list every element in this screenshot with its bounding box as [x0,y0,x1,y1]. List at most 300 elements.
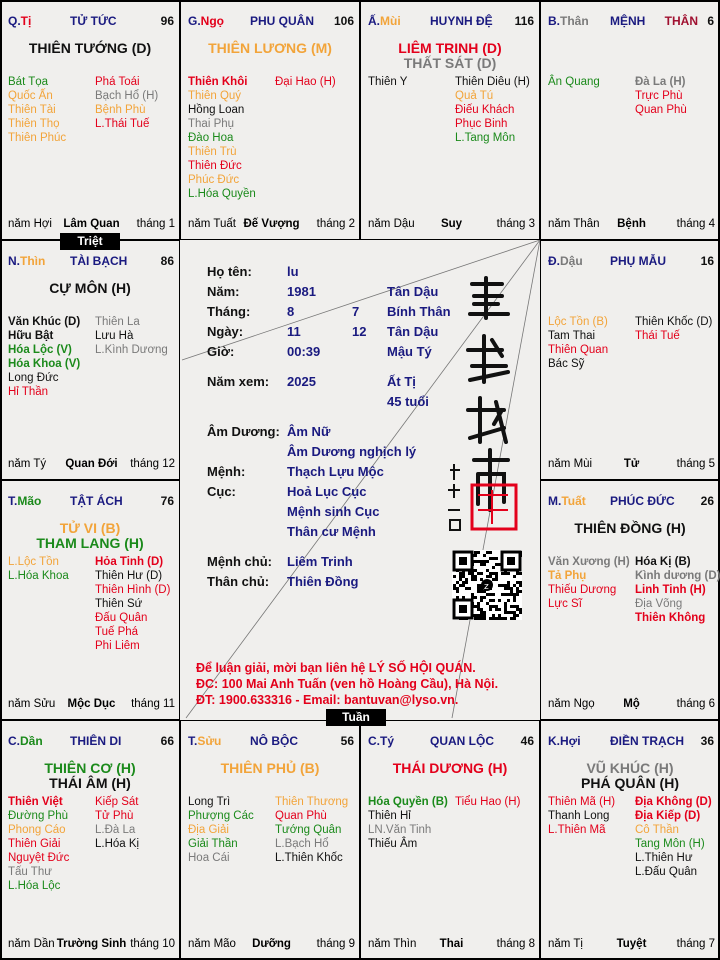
star-item: Địa Không (D) [635,796,712,808]
star-item: Thiên Không [635,612,706,624]
contact-phone-email[interactable]: ĐT: 1900.633316 - Email: bantuvan@lyso.vn. [196,693,459,707]
palace-footer [548,698,715,712]
star-item: L.Hóa Lộc [8,880,61,892]
main-stars [541,521,719,536]
star-item: Đấu Quân [95,612,148,624]
main-star: THÁI DƯƠNG (H) [392,760,508,776]
star-item: L.Thái Tuế [95,118,150,130]
footer-month: tháng 12 [130,458,175,470]
star-item: Quan Phù [275,810,327,822]
palace-Hợi[interactable] [540,720,720,960]
life-stage: Tử [623,458,640,470]
footer-month: tháng 4 [676,218,715,230]
dai-han-number: 66 [160,734,174,748]
palace-header [8,14,174,30]
info-than-chu: Thiên Đồng [287,574,359,589]
branch-label: Thìn [20,254,46,268]
palace-header [368,734,534,750]
star-item: Thiên Hư (D) [95,570,163,582]
main-stars [1,521,179,551]
star-item: Thiên Quý [188,90,242,102]
palace-name: TÀI BẠCH [70,254,128,268]
palace-Tuất[interactable] [540,480,720,720]
stars-left [188,795,254,865]
footer-year: năm Sửu [8,698,56,710]
than-marker: THÂN [664,14,698,28]
stars-left [8,555,69,583]
palace-footer [548,938,715,952]
star-item: Thiếu Âm [368,838,418,850]
star-item: Phong Cáo [8,824,66,836]
star-item: Quốc Ấn [8,90,53,102]
star-item: Tiểu Hao (H) [455,796,521,808]
dai-han-number: 26 [700,494,714,508]
info-year-label: Năm: [207,284,240,299]
star-item: Tang Môn (H) [635,838,705,850]
dai-han-number: 96 [160,14,174,28]
stem-letter: T. [8,494,18,508]
main-stars [1,281,179,296]
star-item: Địa Kiếp (D) [635,810,701,822]
palace-name: NÔ BỘC [250,734,298,748]
palace-code [8,254,45,268]
footer-month: tháng 6 [676,698,715,710]
star-item: Thiên Hình (D) [95,584,171,596]
branch-label: Tuất [561,494,586,508]
contact-address: ĐC: 100 Mai Anh Tuấn (ven hồ Hoàng Cầu), Hà Nội. [196,677,499,691]
star-item: Thiếu Dương [548,584,617,596]
stars-right [635,795,712,879]
star-item: Hóa Kị (B) [635,556,691,568]
footer-year: năm Mùi [548,458,593,470]
main-star: THIÊN TƯỚNG (D) [28,40,152,56]
dai-han-number: 56 [340,734,354,748]
footer-month: tháng 7 [676,938,715,950]
footer-year: năm Hợi [8,218,52,230]
star-item: Văn Xương (H) [548,556,630,568]
stars-right [95,75,158,131]
info-month-canchi: Bính Thân [387,304,451,319]
stem-letter: T. [188,734,198,748]
star-item: Long Đức [8,372,59,384]
info-age: 45 tuổi [387,394,429,409]
info-cuc-label: Cục: [207,484,236,499]
info-month-label: Tháng: [207,304,251,319]
stars-left [8,795,69,893]
dai-han-number: 106 [333,14,354,28]
calligraphy-logo [444,270,524,540]
star-item: LN.Văn Tinh [368,824,432,836]
palace-footer [548,218,715,232]
life-stage: Quan Đới [65,458,118,470]
footer-year: năm Ngọ [548,698,595,710]
branch-label: Tị [20,14,32,28]
info-menh: Thạch Lựu Mộc [287,464,384,479]
footer-year: năm Tị [548,938,583,950]
stars-left [548,315,608,371]
star-item: Thiên Hỉ [368,810,411,822]
palace-code [548,14,589,28]
main-stars [541,761,719,791]
star-item: Tuế Phá [95,626,139,638]
main-star: PHÁ QUÂN (H) [581,775,679,791]
palace-name: PHỤ MẪU [610,254,666,268]
life-stage: Bệnh [617,218,646,230]
info-menh-chu: Liêm Trinh [287,554,353,569]
info-cuc-note1: Mệnh sinh Cục [287,504,380,519]
palace-header [548,14,714,30]
palace-code [548,734,581,748]
palace-name: TỬ TỨC [70,14,117,28]
palace-name: THIÊN DI [70,734,122,748]
star-item: L.Hóa Khoa [8,570,69,582]
stem-letter: M. [548,494,562,508]
star-item: Tử Phù [95,810,134,822]
info-cuc-note2: Thân cư Mệnh [287,524,376,539]
star-item: Quan Phù [635,104,687,116]
footer-month: tháng 3 [496,218,535,230]
stars-right [95,555,170,653]
life-stage: Lâm Quan [63,218,120,230]
star-item: L.Lộc Tồn [8,556,59,568]
star-item: Bệnh Phù [95,104,146,116]
star-item: Thiên Trù [188,146,237,158]
branch-label: Dậu [560,254,583,268]
stem-letter: C. [368,734,380,748]
palace-Tý[interactable] [360,720,540,960]
star-item: Thiên Phúc [8,132,67,144]
star-item: Hóa Lộc (V) [8,344,72,356]
branch-label: Sửu [197,734,222,748]
main-stars [361,761,539,776]
stars-right [455,75,530,145]
palace-code [548,254,583,268]
palace-Dần[interactable] [0,720,180,960]
star-item: Lưu Hà [95,330,134,342]
branch-label: Dần [20,734,43,748]
palace-name: HUYNH ĐỆ [430,14,493,28]
star-item: L.Hóa Quyền [188,188,256,200]
star-item: Phục Binh [455,118,508,130]
palace-name: ĐIỀN TRẠCH [610,734,684,748]
dai-han-number: 86 [160,254,174,268]
star-item: Tướng Quân [275,824,342,836]
palace-header [548,734,714,750]
star-item: Thiên Đức [188,160,242,172]
star-item: Bạch Hổ (H) [95,90,159,102]
stars-left [8,315,80,399]
qr-code[interactable] [452,550,522,620]
palace-footer [368,938,535,952]
star-item: Ân Quang [548,76,600,88]
palace-header [8,734,174,750]
palace-header [368,14,534,30]
stars-right [95,795,139,851]
logo-brush-icon [444,270,524,540]
star-item: L.Thiên Khốc [275,852,343,864]
dai-han-number: 16 [700,254,714,268]
palace-header [8,254,174,270]
info-hour-canchi: Mậu Tý [387,344,432,359]
star-item: Cô Thần [635,824,679,836]
footer-year: năm Mão [188,938,236,950]
palace-code [368,734,394,748]
branch-label: Tý [380,734,395,748]
dai-han-number: 46 [520,734,534,748]
main-star: VŨ KHÚC (H) [586,760,674,776]
footer-month: tháng 2 [316,218,355,230]
star-item: Đào Hoa [188,132,234,144]
palace-Thìn[interactable] [0,240,180,480]
info-amduong-note: Âm Dương nghịch lý [287,444,417,459]
qr-code-icon [452,550,522,620]
branch-label: Ngọ [200,14,224,28]
stem-letter: Q. [8,14,21,28]
triet-badge: Triệt [60,233,120,250]
stars-right [95,315,168,357]
info-year-solar: 1981 [287,284,316,299]
stem-letter: Đ. [548,254,560,268]
star-item: Nguyệt Đức [8,852,70,864]
life-stage: Thai [439,938,464,950]
info-day-lunar: 12 [352,324,367,339]
star-item: Lộc Tồn (B) [548,316,608,328]
stars-left [188,75,256,201]
star-item: Địa Võng [635,598,683,610]
star-item: Phá Toái [95,76,140,88]
star-item: Hoa Cái [188,852,230,864]
star-item: Kiếp Sát [95,796,139,808]
footer-month: tháng 9 [316,938,355,950]
palace-name: MỆNH [610,14,646,28]
info-month-lunar: 7 [352,304,360,319]
star-item: Địa Giải [188,824,229,836]
star-item: Kình dương (D) [635,570,720,582]
life-stage: Dưỡng [252,938,291,950]
info-menh-chu-label: Mệnh chủ: [207,554,272,569]
stem-letter: G. [188,14,201,28]
star-item: L.Bạch Hổ [275,838,329,850]
stars-left [548,75,600,89]
palace-footer [188,938,355,952]
stars-right [635,555,720,625]
footer-month: tháng 8 [496,938,535,950]
star-item: Hóa Quyền (B) [368,796,448,808]
star-item: Quả Tú [455,90,494,102]
life-stage: Mộc Dục [67,698,116,710]
main-star: THIÊN LƯƠNG (M) [208,40,332,56]
palace-code [8,734,43,748]
palace-footer [8,218,175,232]
star-item: Đà La (H) [635,76,686,88]
main-stars [181,761,359,776]
star-item: Linh Tinh (H) [635,584,706,596]
stars-left [368,75,407,89]
stars-right [635,315,712,343]
dai-han-number: 6 [707,14,714,28]
life-stage: Suy [440,218,463,230]
tuan-badge: Tuần [326,709,386,726]
star-item: Thiên Y [368,76,408,88]
palace-footer [8,698,175,712]
palace-Sửu[interactable] [180,720,360,960]
info-year-canchi: Tân Dậu [387,284,439,299]
palace-name: QUAN LỘC [430,734,494,748]
info-view-year: 2025 [287,374,316,389]
star-item: Trực Phù [635,90,683,102]
branch-label: Mão [17,494,42,508]
life-stage: Tuyệt [616,938,647,950]
palace-Dậu[interactable] [540,240,720,480]
info-view-year-canchi: Ất Tị [387,374,416,389]
main-stars [361,41,539,71]
stars-right [275,795,348,865]
main-star: THÁI ÂM (H) [49,775,131,791]
star-item: Đường Phù [8,810,68,822]
footer-month: tháng 5 [676,458,715,470]
main-star: THIÊN PHỦ (B) [220,760,320,776]
star-item: L.Đấu Quân [635,866,698,878]
footer-year: năm Dậu [368,218,415,230]
star-item: Thiên Việt [8,796,63,808]
palace-footer [548,458,715,472]
branch-label: Hợi [560,734,581,748]
star-item: Thiên Diêu (H) [455,76,530,88]
center-info-panel [182,242,542,722]
star-item: Long Trì [188,796,231,808]
info-cuc: Hoả Lục Cục [287,484,367,499]
star-item: Thai Phụ [188,118,235,130]
star-item: Tam Thai [548,330,596,342]
star-item: Thiên Khôi [188,76,248,88]
star-item: Thiên Giải [8,838,61,850]
star-item: Thái Tuế [635,330,680,342]
branch-label: Thân [560,14,589,28]
star-item: Thiên Thọ [8,118,60,130]
star-item: Phúc Đức [188,174,240,186]
palace-code [188,14,224,28]
star-item: Tấu Thư [8,866,52,878]
info-menh-label: Mệnh: [207,464,246,479]
star-item: Thiên La [95,316,140,328]
svg-text:z: z [484,582,489,592]
palace-Thân[interactable] [540,0,720,240]
star-item: L.Tang Môn [455,132,516,144]
main-stars [1,761,179,791]
info-than-chu-label: Thân chủ: [207,574,270,589]
stars-left [8,75,66,145]
star-item: Đại Hao (H) [275,76,336,88]
main-star: THIÊN ĐỒNG (H) [574,520,686,536]
palace-header [8,494,174,510]
star-item: Hồng Loan [188,104,245,116]
palace-header [188,14,354,30]
palace-name: PHÚC ĐỨC [610,494,675,508]
star-item: Điếu Khách [455,104,515,116]
info-amduong: Âm Nữ [287,424,331,439]
palace-code [368,14,401,28]
star-item: Thiên Mã (H) [548,796,616,808]
main-stars [1,41,179,56]
star-item: Hóa Khoa (V) [8,358,81,370]
main-star: CỰ MÔN (H) [49,280,131,296]
star-item: Hỉ Thần [8,386,49,398]
info-hour: 00:39 [287,344,321,359]
stars-right [635,75,687,117]
star-item: Thiên Tài [8,104,56,116]
star-item: Bác Sỹ [548,358,585,370]
info-amduong-label: Âm Dương: [207,424,280,439]
stars-left [548,555,630,611]
star-item: Thiên Thương [275,796,349,808]
stem-letter: C. [8,734,20,748]
palace-Tị[interactable] [0,0,180,240]
palace-Ngọ[interactable] [180,0,360,240]
branch-label: Mùi [380,14,401,28]
palace-name: TẬT ÁCH [70,494,123,508]
star-item: Thanh Long [548,810,610,822]
life-stage: Đế Vượng [243,218,300,230]
star-item: Văn Khúc (D) [8,316,81,328]
star-item: Thiên Sứ [95,598,143,610]
star-item: L.Đà La [95,824,136,836]
dai-han-number: 76 [160,494,174,508]
stem-letter: B. [548,14,560,28]
footer-year: năm Thân [548,218,600,230]
stars-left [368,795,448,851]
star-item: Giải Thần [188,838,238,850]
star-item: Hữu Bật [8,330,54,342]
life-stage: Mộ [623,698,640,710]
palace-header [548,494,714,510]
stars-right [275,75,336,89]
main-star: THẤT SÁT (D) [403,55,497,71]
palace-Mùi[interactable] [360,0,540,240]
stars-right [455,795,520,809]
palace-footer [8,938,175,952]
info-day-solar: 11 [287,324,301,339]
info-day-canchi: Tân Dậu [387,324,439,339]
stem-letter: Ấ. [368,14,380,28]
star-item: Phượng Các [188,810,254,822]
main-stars [181,41,359,56]
footer-year: năm Tuất [188,218,236,230]
palace-code [188,734,221,748]
info-name-label: Họ tên: [207,264,252,279]
footer-month: tháng 1 [136,218,175,230]
main-star: THIÊN CƠ (H) [44,760,136,776]
footer-month: tháng 10 [130,938,175,950]
dai-han-number: 116 [514,14,534,28]
footer-year: năm Dần [8,938,55,950]
palace-header [188,734,354,750]
footer-month: tháng 11 [131,698,175,710]
palace-Mão[interactable] [0,480,180,720]
palace-code [8,494,41,508]
footer-year: năm Thìn [368,938,417,950]
star-item: L.Hóa Kị [95,838,140,850]
palace-footer [8,458,175,472]
palace-code [8,14,31,28]
stem-letter: K. [548,734,560,748]
star-item: Lực Sĩ [548,598,582,610]
info-view-year-label: Năm xem: [207,374,270,389]
footer-year: năm Tý [8,458,47,470]
palace-header [548,254,714,270]
star-item: Bát Tọa [8,76,49,88]
contact-line-1: Để luận giải, mời bạn liên hệ LÝ SỐ HỘI QUÁN. [196,661,476,675]
star-item: Tả Phụ [548,570,587,582]
